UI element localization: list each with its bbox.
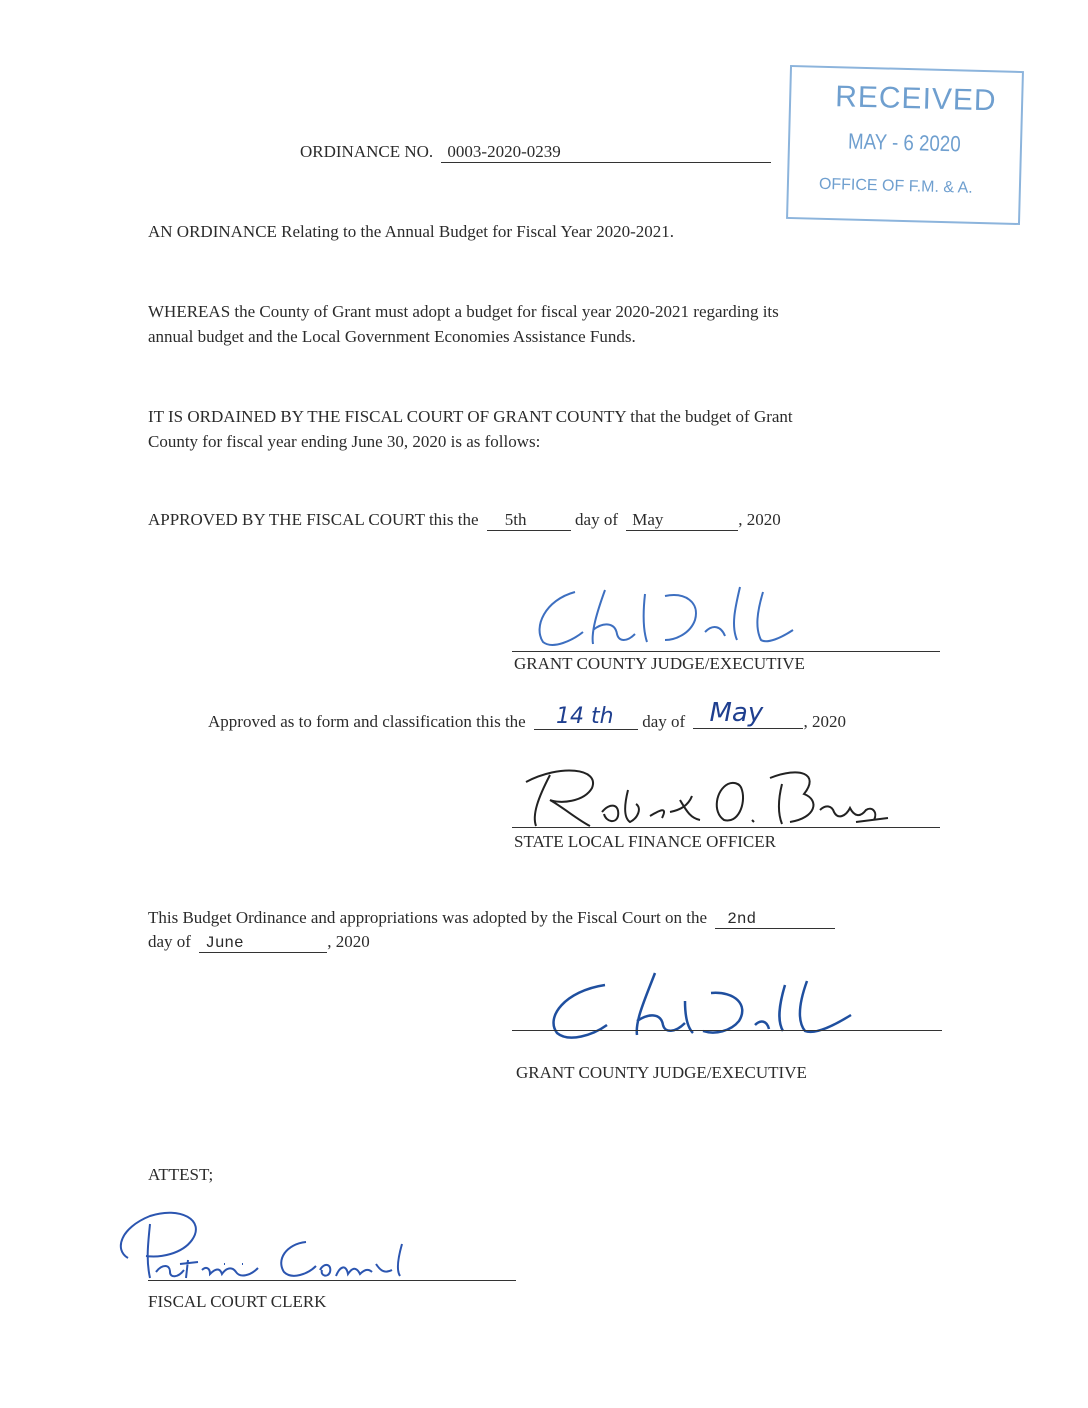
ordained-line-2: County for fiscal year ending June 30, 2020 is as follows: bbox=[148, 432, 541, 451]
ordinance-label: ORDINANCE NO. bbox=[300, 142, 434, 161]
clerk-signature-line bbox=[148, 1280, 516, 1281]
form-approval-month: May bbox=[693, 698, 803, 729]
judge-signature-2 bbox=[535, 965, 865, 1045]
form-approval-day-of: day of bbox=[642, 712, 686, 731]
judge-title-2: GRANT COUNTY JUDGE/EXECUTIVE bbox=[516, 1063, 807, 1082]
approved-day-of: day of bbox=[575, 510, 618, 529]
approved-year: , 2020 bbox=[738, 510, 781, 529]
judge-signature-line-2 bbox=[512, 1030, 942, 1031]
ordained-line-1: IT IS ORDAINED BY THE FISCAL COURT OF GRANT COUNTY that the budget of Grant bbox=[148, 407, 793, 426]
form-approval-day: 14 th bbox=[534, 704, 638, 730]
adopted-month: June bbox=[199, 934, 327, 953]
finance-officer-signature bbox=[520, 760, 890, 830]
adopted-text: This Budget Ordinance and appropriations was adopted by the Fiscal Court on the bbox=[148, 908, 707, 927]
attest-label: ATTEST; bbox=[148, 1165, 214, 1184]
ordinance-number: 0003-2020-0239 bbox=[441, 142, 771, 163]
finance-officer-title: STATE LOCAL FINANCE OFFICER bbox=[514, 832, 776, 851]
finance-signature-line bbox=[512, 827, 940, 828]
ordinance-title: AN ORDINANCE Relating to the Annual Budget for Fiscal Year 2020-2021. bbox=[148, 222, 675, 241]
ordinance-number-line bbox=[300, 142, 771, 163]
judge-signature-line-1 bbox=[512, 651, 940, 652]
form-approval-prefix: Approved as to form and classification this the bbox=[208, 712, 526, 731]
adopted-day-of: day of bbox=[148, 932, 191, 951]
approved-day: 5th bbox=[487, 510, 571, 531]
adopted-day: 2nd bbox=[715, 910, 835, 929]
stamp-date: MAY - 6 2020 bbox=[847, 128, 961, 157]
whereas-line-1: WHEREAS the County of Grant must adopt a budget for fiscal year 2020-2021 regarding its bbox=[148, 302, 779, 321]
adopted-line-2 bbox=[148, 932, 370, 953]
form-approval-line bbox=[208, 698, 846, 735]
judge-title-1: GRANT COUNTY JUDGE/EXECUTIVE bbox=[514, 654, 805, 673]
adopted-year: , 2020 bbox=[327, 932, 370, 951]
whereas-line-2: annual budget and the Local Government Economies Assistance Funds. bbox=[148, 327, 636, 346]
clerk-signature bbox=[110, 1198, 410, 1288]
approved-month: May bbox=[626, 510, 738, 531]
approved-prefix: APPROVED BY THE FISCAL COURT this the bbox=[148, 510, 479, 529]
judge-signature-1 bbox=[525, 582, 825, 652]
adopted-line-1 bbox=[148, 908, 835, 929]
stamp-received-text: RECEIVED bbox=[834, 80, 997, 118]
clerk-title: FISCAL COURT CLERK bbox=[148, 1292, 327, 1311]
stamp-office: OFFICE OF F.M. & A. bbox=[818, 175, 973, 197]
approved-line bbox=[148, 510, 781, 531]
received-stamp bbox=[786, 65, 1024, 225]
form-approval-year: , 2020 bbox=[803, 712, 846, 731]
